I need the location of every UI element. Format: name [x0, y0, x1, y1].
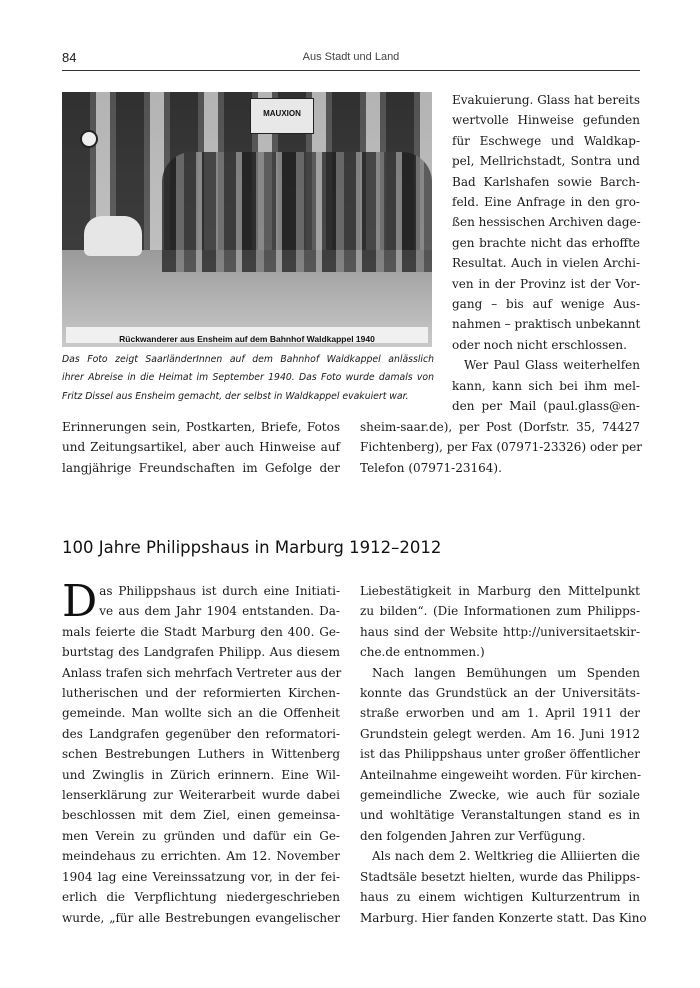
- page-number: 84: [62, 50, 77, 65]
- page-header: [62, 50, 640, 71]
- text-line: Grundstein gelegt werden. Am 16. Juni 1912: [360, 726, 640, 741]
- text-line: langjährige Freundschaften im Gefolge der: [62, 460, 340, 475]
- text-line: Als nach dem 2. Weltkrieg die Alliierten die: [372, 849, 640, 864]
- historic-photo: [62, 92, 432, 347]
- text-line: sheim-saar.de), per Post (Dorfstr. 35, 74427: [360, 420, 640, 434]
- text-line: kann, kann sich bei ihm mel-: [452, 378, 640, 393]
- drop-cap: D: [62, 576, 98, 627]
- text-line: pel, Mellrichstadt, Sontra und: [452, 154, 640, 169]
- text-line: men Verein zu gründen und dafür ein Ge-: [62, 828, 340, 843]
- text-line: gen brachte nicht das erhoffte: [452, 235, 640, 250]
- photo-inset-caption: [66, 327, 428, 343]
- group-of-people: [162, 152, 432, 272]
- text-line: lenserklärung zur Weiterarbeit wurde dabei: [62, 788, 340, 803]
- text-line: Nach langen Bemühungen um Spenden: [372, 665, 640, 680]
- text-line: nahmen – praktisch unbekannt: [452, 317, 641, 332]
- shop-sign: [250, 98, 314, 134]
- caption-line: Fritz Dissel aus Ensheim gemacht, der selbst in Waldkappel evakuiert war.: [62, 390, 409, 402]
- text-line: 1904 lag eine Vereinssatzung vor, in der fei-: [62, 869, 340, 884]
- text-line: erlich die Verpflichtung niedergeschrieben: [62, 890, 340, 905]
- caption-line: Das Foto zeigt SaarländerInnen auf dem Bahnhof Waldkappel anlässlich: [62, 354, 434, 365]
- caption-line: ihrer Abreise in die Heimat im September 1940. Das Foto wurde damals von: [62, 372, 434, 384]
- mid-right-column: [360, 417, 643, 478]
- text-line: Stadtsäle besetzt hielten, wurde das Philipps-: [360, 869, 640, 884]
- text-line: Telefon (07971-23164).: [360, 460, 502, 475]
- photo-inset-caption-text: Rückwanderer aus Ensheim auf dem Bahnhof Waldkappel 1940: [119, 334, 375, 344]
- text-line: den per Mail (paul.glass@en-: [452, 399, 640, 414]
- article-left-column: [62, 576, 342, 928]
- text-line: mals feierte die Stadt Marburg den 400. Ge-: [62, 624, 340, 639]
- text-line: Bad Karlshafen sowie Barch-: [452, 174, 640, 189]
- text-line: zu bilden“. (Die Informationen zum Philipps-: [360, 604, 640, 619]
- text-line: straße erworben und am 1. April 1911 der: [360, 706, 640, 721]
- pram: [84, 216, 142, 256]
- text-line: Anteilnahme eingeweiht worden. Für kirchen-: [360, 767, 642, 782]
- text-line: für Eschwege und Waldkap-: [452, 133, 640, 148]
- text-line: konnte das Grundstück an der Universitäts-: [360, 686, 640, 701]
- text-line: des Landgrafen gegenüber den reformatori-: [62, 726, 340, 741]
- text-line: meindehaus zu errichten. Am 12. November: [62, 849, 340, 864]
- text-line: Wer Paul Glass weiterhelfen: [464, 358, 640, 373]
- text-line: haus zu einem wichtigen Kulturzentrum in: [360, 890, 640, 905]
- text-line: Marburg. Hier fanden Konzerte statt. Das Kino: [360, 910, 647, 925]
- text-line: ve aus dem Jahr 1904 entstanden. Da-: [99, 604, 340, 619]
- photo-caption: [62, 351, 434, 406]
- text-line: und Zwinglis in Zürich erinnern. Eine Wil-: [62, 767, 340, 782]
- text-line: und Zeitungsartikel, aber auch Hinweise auf: [62, 440, 340, 455]
- clock-icon: [80, 130, 98, 148]
- text-line: feld. Eine Anfrage in den gro-: [452, 195, 640, 210]
- article-right-column: [360, 581, 647, 928]
- text-line: burtstag des Landgrafen Philipp. Aus diesem: [62, 645, 340, 660]
- text-line: as Philippshaus ist durch eine Initiati-: [99, 584, 340, 598]
- text-line: haus sind der Website http://universitaetskir-: [360, 624, 640, 639]
- text-line: schen Bestrebungen Luthers in Wittenberg: [62, 747, 340, 762]
- text-line: gemeinde. Man wollte sich an die Offenheit: [62, 706, 340, 721]
- text-line: gemeindliche Zwecke, wie auch für soziale: [360, 788, 640, 803]
- text-line: Anlass trafen sich mehrfach Vertreter aus der: [62, 665, 342, 680]
- text-line: und wohltätige Veranstaltungen stand es in: [360, 808, 640, 823]
- text-line: gang – bis auf wenige Aus-: [452, 297, 640, 312]
- section-heading: 100 Jahre Philippshaus in Marburg 1912–2012: [62, 538, 442, 557]
- running-title: Aus Stadt und Land: [302, 51, 400, 63]
- mid-left-column: [62, 417, 340, 478]
- text-line: wurde, „für alle Bestrebungen evangelischer: [62, 910, 340, 925]
- text-line: ist das Philippshaus unter großer öffentlicher: [360, 747, 640, 762]
- text-line: Erinnerungen sein, Postkarten, Briefe, Fotos: [62, 420, 340, 434]
- text-line: Evakuierung. Glass hat bereits: [452, 93, 640, 107]
- text-line: den folgenden Jahren zur Verfügung.: [360, 828, 586, 843]
- text-line: oder noch nicht erschlossen.: [452, 337, 627, 352]
- text-line: Liebestätigkeit in Marburg den Mittelpunkt: [360, 584, 640, 598]
- text-line: Fichtenberg), per Fax (07971-23326) oder per: [360, 440, 643, 455]
- top-right-column: [452, 90, 640, 417]
- text-line: che.de entnommen.): [360, 645, 485, 660]
- text-line: wertvolle Hinweise gefunden: [452, 113, 640, 128]
- text-line: Resultat. Auch in vielen Archi-: [452, 256, 640, 271]
- text-line: lutherischen und der reformierten Kirchen-: [62, 686, 340, 701]
- shop-sign-text: MAUXION: [263, 109, 301, 118]
- text-line: beschlossen mit dem Ziel, einen gemeinsa-: [62, 808, 340, 823]
- text-line: ßen hessischen Archiven dage-: [452, 215, 641, 230]
- text-line: ven in der Provinz ist der Vor-: [452, 276, 640, 291]
